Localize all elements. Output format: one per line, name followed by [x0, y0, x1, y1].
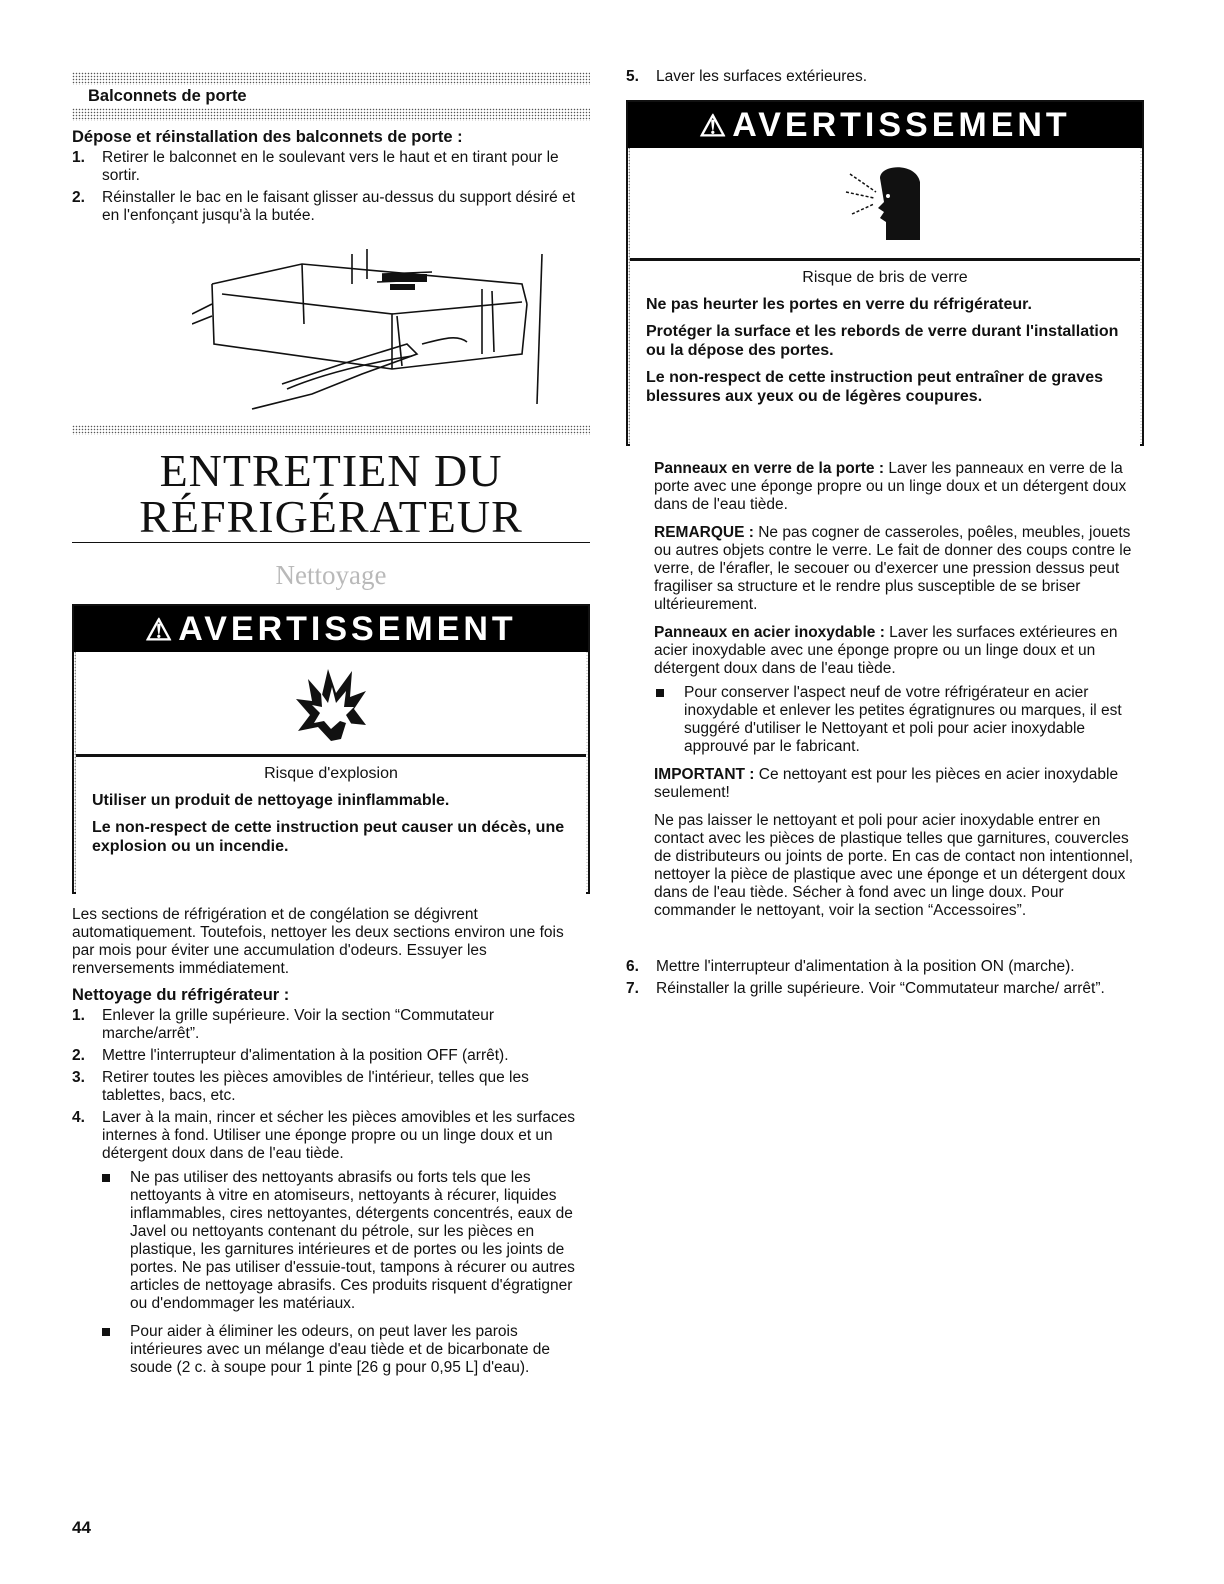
bullet-item: Pour aider à éliminer les odeurs, on peut laver les parois intérieures avec un mélange d'eau tiède et de bicarbonate de soude (2 c. à soupe pour 1 pinte [26 g pour 0,95 L] d'eau).	[72, 1323, 590, 1377]
glass-warning-box	[626, 100, 1144, 446]
warning-body	[630, 261, 1140, 449]
warning-risk: Risque d'explosion	[264, 765, 398, 782]
list-item: 3. Retirer toutes les pièces amovibles de l'intérieur, telles que les tablettes, bacs, etc.	[72, 1069, 529, 1104]
bullet-item: Pour conserver l'aspect neuf de votre réfrigérateur en acier inoxydable et enlever les petites égratignures ou marques, il est suggéré d'utiliser le Nettoyant et poli pour acier inoxydable approuvé par le fabricant.	[626, 684, 1144, 756]
steel-bullets	[626, 684, 1144, 756]
important-paragraph: IMPORTANT : Ce nettoyant est pour les pièces en acier inoxydable seulement!	[654, 766, 1119, 801]
explosion-warning-box	[72, 604, 590, 894]
depose-steps	[72, 149, 590, 225]
warning-line: Le non-respect de cette instruction peut entraîner de graves blessures aux yeux ou de légères coupures.	[646, 369, 1103, 405]
list-item: 1. Enlever la grille supérieure. Voir la section “Commutateur marche/arrêt”.	[72, 1007, 494, 1042]
explosion-icon-area	[76, 652, 586, 757]
page-number: 44	[72, 1518, 91, 1537]
cleaning-steps	[72, 1007, 590, 1163]
subtitle: Nettoyage	[275, 560, 387, 590]
intro-paragraph: Les sections de réfrigération et de congélation se dégivrent automatiquement. Toutefois, nettoyer les deux sections environ une fois par mois pour éviter une accumulation d'odeurs. Essuyer les renversements immédiatement.	[72, 906, 564, 977]
list-item: 1. Retirer le balconnet en le soulevant vers le haut et en tirant pour le sortir.	[72, 149, 559, 184]
eye-hazard-icon-area	[630, 148, 1140, 261]
section-divider	[72, 108, 590, 121]
page-title-line2: RÉFRIGÉRATEUR	[139, 491, 523, 542]
plastic-paragraph: Ne pas laisser le nettoyant et poli pour acier inoxydable entrer en contact avec les pièces de plastique telles que garnitures, couvercles de distributeurs ou joints de porte. En cas de contact non intentionnel, nettoyer la pièce de plastique avec une éponge et un détergent doux dans de l'eau tiède. Sécher à fond avec un linge doux. Pour commander le nettoyant, voir la section “Accessoires”.	[654, 812, 1134, 919]
warning-line: Utiliser un produit de nettoyage ininflammable.	[92, 792, 450, 809]
steel-paragraph: Panneaux en acier inoxydable : Laver les surfaces extérieures en acier inoxydable avec une éponge propre ou un linge doux et un détergent doux dans de l'eau tiède.	[654, 624, 1118, 677]
warning-line: Le non-respect de cette instruction peut causer un décès, une explosion ou un incendie.	[92, 819, 565, 855]
warning-triangle-icon: ⚠	[145, 614, 173, 647]
door-bin-illustration	[192, 244, 612, 414]
section-header: Balconnets de porte	[88, 87, 247, 105]
remarque-paragraph: REMARQUE : Ne pas cogner de casseroles, poêles, meubles, jouets ou autres objets contre le verre. Le fait de donner des coups contre le verre, de l'érafler, le secouer ou d'exercer une pression dessus peut fragiliser sa structure et le rendre plus susceptible de se briser ultérieurement.	[654, 524, 1132, 613]
step-5	[626, 68, 1144, 90]
warning-banner: ⚠ AVERTISSEMENT	[628, 102, 1142, 148]
list-item: 2. Réinstaller le bac en le faisant glisser au-dessus du support désiré et en l'enfonçant jusqu'à la butée.	[72, 189, 576, 224]
warning-line: Protéger la surface et les rebords de verre durant l'installation ou la dépose des portes.	[646, 323, 1119, 359]
depose-heading: Dépose et réinstallation des balconnets de porte :	[72, 128, 463, 146]
explosion-icon	[294, 665, 368, 741]
warning-banner: ⚠ AVERTISSEMENT	[74, 606, 588, 652]
warning-line: Ne pas heurter les portes en verre du réfrigérateur.	[646, 296, 1032, 313]
list-item: 2. Mettre l'interrupteur d'alimentation à la position OFF (arrêt).	[72, 1047, 509, 1064]
bullet-item: Ne pas utiliser des nettoyants abrasifs ou forts tels que les nettoyants à vitre en atomiseurs, nettoyants à récurer, liquides inflammables, cires nettoyantes, détergents concentrés, eaux de Javel ou nettoyants contenant du pétrole, sur les pièces en plastique, les garnitures intérieures et de portes ou les joints de portes. Ne pas utiliser d'essuie-tout, tampons à récurer ou autres articles de nettoyage abrasifs. Ces produits risquent d'égratigner ou d'endommager les matériaux.	[72, 1169, 590, 1313]
warning-risk: Risque de bris de verre	[802, 269, 968, 286]
list-item: 4. Laver à la main, rincer et sécher les pièces amovibles et les surfaces internes à fond. Utiliser une éponge propre ou un linge doux et un détergent doux dans de l'eau tiède.	[72, 1109, 575, 1162]
list-item: 5. Laver les surfaces extérieures.	[626, 68, 868, 85]
list-item: 7. Réinstaller la grille supérieure. Voir “Commutateur marche/ arrêt”.	[626, 980, 1105, 997]
section-divider	[72, 425, 590, 435]
glass-paragraph: Panneaux en verre de la porte : Laver les panneaux en verre de la porte avec une éponge propre ou un linge doux et un détergent doux dans de l'eau tiède.	[654, 460, 1127, 513]
cleaning-bullets	[72, 1169, 590, 1377]
title-rule	[72, 542, 590, 543]
warning-body	[76, 757, 586, 905]
page-title: ENTRETIEN DU	[159, 445, 503, 496]
nettoyage-heading: Nettoyage du réfrigérateur :	[72, 986, 290, 1004]
list-item: 6. Mettre l'interrupteur d'alimentation à la position ON (marche).	[626, 958, 1075, 975]
warning-triangle-icon: ⚠	[699, 110, 727, 143]
final-steps	[626, 958, 1144, 1002]
eye-hazard-icon	[840, 158, 930, 248]
right-body	[654, 460, 1144, 920]
